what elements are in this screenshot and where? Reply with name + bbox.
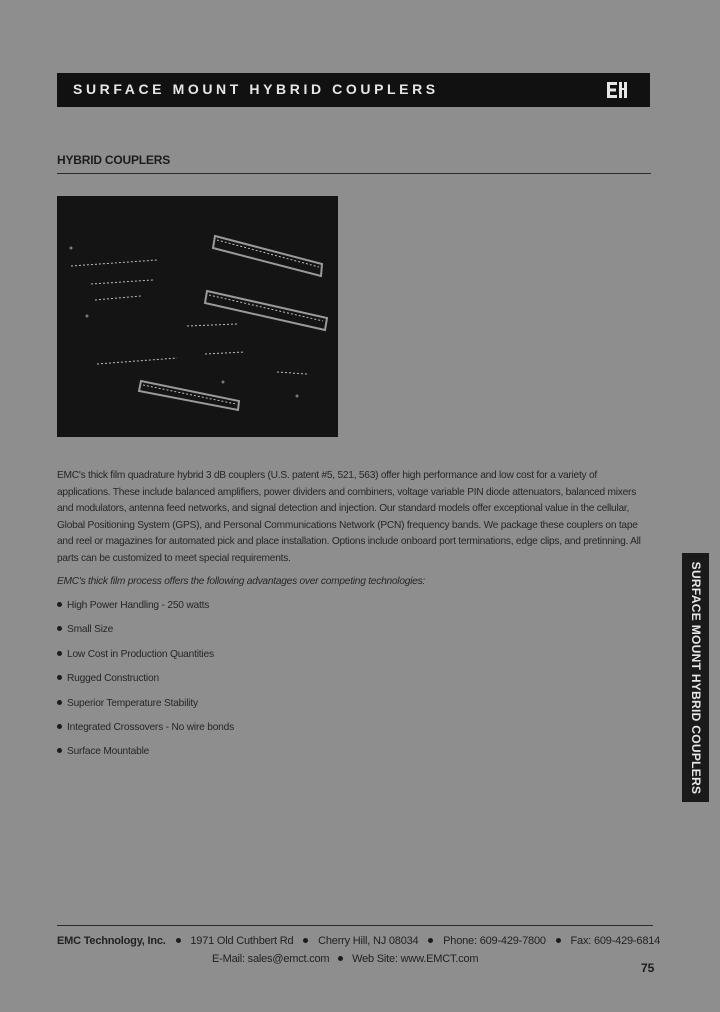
bullet-icon xyxy=(57,675,62,680)
footer-divider xyxy=(57,925,653,926)
emc-logo-icon xyxy=(606,81,628,99)
bullet-icon xyxy=(57,748,62,753)
list-item: Small Size xyxy=(57,624,234,648)
footer-contact-line xyxy=(57,935,661,947)
bullet-icon xyxy=(57,700,62,705)
list-item: Superior Temperature Stability xyxy=(57,698,234,722)
advantages-intro: EMC's thick film process offers the following advantages over competing technologies: xyxy=(57,576,426,587)
separator-icon xyxy=(428,938,433,943)
list-item: Low Cost in Production Quantities xyxy=(57,649,234,673)
section-divider xyxy=(57,173,651,174)
footer-fax: Fax: 609-429-6814 xyxy=(570,935,661,947)
separator-icon xyxy=(338,956,343,961)
footer-phone: Phone: 609-429-7800 xyxy=(443,935,546,947)
separator-icon xyxy=(176,938,181,943)
product-photo-image xyxy=(57,196,338,437)
footer-address: 1971 Old Cuthbert Rd xyxy=(190,935,294,947)
list-item: Rugged Construction xyxy=(57,673,234,697)
bullet-icon xyxy=(57,724,62,729)
advantage-list xyxy=(57,600,234,771)
list-item: Integrated Crossovers - No wire bonds xyxy=(57,722,234,746)
page-header-bar xyxy=(57,73,650,107)
footer-email: E-Mail: sales@emct.com xyxy=(212,953,330,965)
footer-company: EMC Technology, Inc. xyxy=(57,935,166,947)
bullet-icon xyxy=(57,651,62,656)
footer-city: Cherry Hill, NJ 08034 xyxy=(318,935,419,947)
separator-icon xyxy=(556,938,561,943)
footer-web-line xyxy=(212,953,478,965)
side-tab-label: SURFACE MOUNT HYBRID COUPLERS xyxy=(688,561,703,794)
list-item: Surface Mountable xyxy=(57,746,234,770)
bullet-icon xyxy=(57,626,62,631)
bullet-icon xyxy=(57,602,62,607)
body-paragraph: EMC's thick film quadrature hybrid 3 dB couplers (U.S. patent #5, 521, 563) offer high performance and low cost for a variety of applications. These include balanced amplifiers, power dividers and combiners, voltage variable PIN diode attenuators, balanced mixers and modulators, antenna feed networks, and signal detection and injection. Our standard models offer exceptional value in the cellular, Global Positioning System (GPS), and Personal Communications Network (PCN) frequency bands. We package these couplers on tape and reel or magazines for automated pick and place installation. Options include onboard port terminations, edge clips, and pretinning. All parts can be customized to meet special requirements. xyxy=(57,470,641,564)
page-number: 75 xyxy=(641,961,655,975)
side-tab xyxy=(682,553,709,802)
section-title: HYBRID COUPLERS xyxy=(57,153,171,167)
separator-icon xyxy=(303,938,308,943)
list-item: High Power Handling - 250 watts xyxy=(57,600,234,624)
page-header-title: SURFACE MOUNT HYBRID COUPLERS xyxy=(73,81,439,97)
footer-website: Web Site: www.EMCT.com xyxy=(352,953,479,965)
